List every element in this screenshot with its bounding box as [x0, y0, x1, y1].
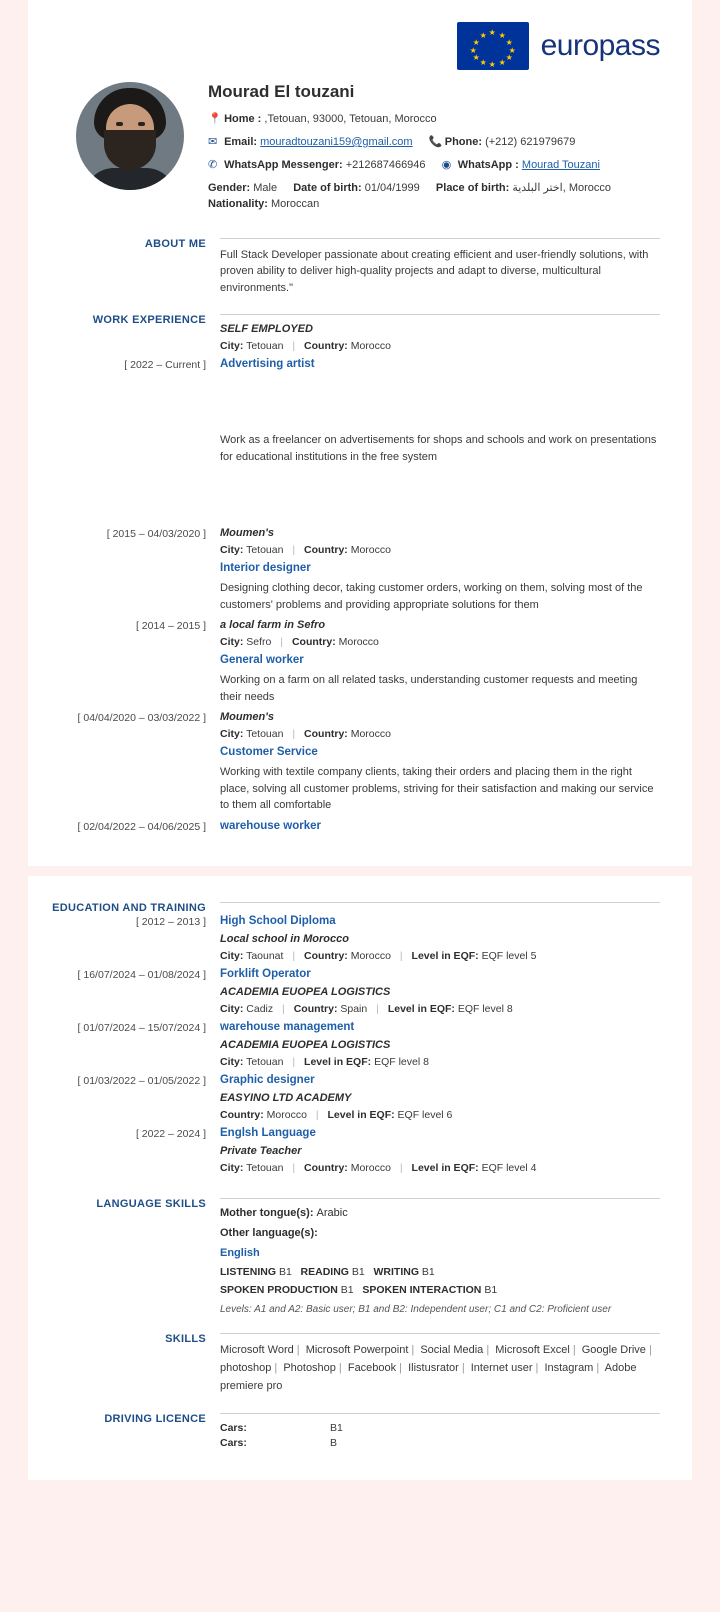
listening-value: B1: [278, 1266, 292, 1279]
country-value: Morocco: [350, 950, 391, 963]
about-text: Full Stack Developer passionate about creating efficient and user-friendly solutions, with proven ability to deliver high-quality projects and adapt to diverse, multicultural environments.": [220, 248, 649, 294]
phone-label: Phone:: [444, 135, 483, 148]
eqf-label: Level in EQF:: [387, 1003, 455, 1016]
work-meta: City: Tetouan | Country: Morocco: [220, 728, 391, 741]
reading-value: B1: [351, 1266, 365, 1279]
language-levels-note: Levels: A1 and A2: Basic user; B1 and B2: Independent user; C1 and C2: Proficient user: [220, 1304, 612, 1316]
education-meta: City: Tetouan | Country: Morocco | Level in EQF: EQF level 4: [220, 1162, 537, 1175]
education-org: Local school in Morocco: [220, 933, 349, 946]
city-value: Tetouan: [246, 1162, 284, 1175]
messenger-line: [208, 158, 660, 174]
mother-tongue-label: Mother tongue(s):: [220, 1207, 314, 1220]
education-title: Forklift Operator: [220, 968, 311, 981]
email-phone-line: [208, 135, 660, 151]
whatsapp-label: WhatsApp :: [457, 158, 519, 171]
pob-value: اختر البلدية, Morocco: [512, 181, 612, 194]
country-label: Country:: [291, 636, 336, 649]
work-org: Moumen's: [220, 711, 274, 724]
education-body: [220, 902, 660, 911]
work-row: [52, 711, 660, 820]
skill-item: Instagram: [544, 1362, 594, 1375]
education-org: Private Teacher: [220, 1145, 302, 1158]
europass-wordmark: europass: [540, 29, 660, 62]
work-row: [52, 619, 660, 711]
city-label: City:: [220, 1162, 244, 1175]
section-label-education: EDUCATION AND TRAINING: [52, 901, 206, 914]
education-date: [ 01/03/2022 – 01/05/2022 ]: [77, 1075, 206, 1088]
gender-label: Gender:: [208, 181, 251, 194]
work-meta: City: Tetouan | Country: Morocco: [220, 340, 391, 353]
messenger-label: WhatsApp Messenger:: [224, 158, 343, 171]
skill-item: Adobe premiere pro: [220, 1362, 637, 1392]
section-education: [52, 902, 660, 916]
home-value: ,Tetouan, 93000, Tetouan, Morocco: [264, 113, 437, 125]
work-role: Advertising artist: [220, 358, 315, 371]
licence-value: B: [330, 1437, 338, 1450]
section-label-skills: SKILLS: [165, 1333, 206, 1346]
mother-tongue-value: Arabic: [316, 1207, 348, 1220]
europass-logo: [52, 22, 660, 70]
phone-value: (+212) 621979679: [485, 135, 576, 148]
language-levels-row-2: [220, 1284, 660, 1296]
education-org: EASYINO LTD ACADEMY: [220, 1092, 352, 1105]
work-desc: Work as a freelancer on advertisements for shops and schools and work on presentations for educational institutions in the free system: [220, 434, 657, 463]
education-meta: City: Cadiz | Country: Spain | Level in EQF: EQF level 8: [220, 1003, 513, 1016]
section-label-languages: LANGUAGE SKILLS: [96, 1198, 206, 1211]
spoken-production-label: SPOKEN PRODUCTION: [220, 1284, 338, 1297]
work-org: Moumen's: [220, 527, 274, 540]
skill-item: Photoshop: [283, 1362, 336, 1375]
country-value: Morocco: [350, 340, 391, 353]
messenger-value: +212687466946: [345, 158, 426, 171]
skill-item: Google Drive: [581, 1344, 646, 1357]
eqf-label: Level in EQF:: [411, 1162, 479, 1175]
city-value: Tetouan: [246, 544, 284, 557]
country-value: Morocco: [350, 544, 391, 557]
section-driving-licence: [52, 1413, 660, 1452]
section-languages: [52, 1198, 660, 1315]
city-label: City:: [220, 1003, 244, 1016]
work-row: [52, 820, 660, 838]
eqf-value: EQF level 4: [481, 1162, 537, 1175]
listening-label: LISTENING: [220, 1266, 277, 1279]
work-org: SELF EMPLOYED: [220, 323, 313, 336]
skill-item: Ilistusrator: [408, 1362, 459, 1375]
avatar: [76, 82, 184, 190]
identity-block: [208, 78, 660, 220]
reading-label: READING: [300, 1266, 349, 1279]
work-date: [ 2022 – Current ]: [124, 359, 206, 372]
education-row: [52, 1074, 660, 1127]
writing-value: B1: [421, 1266, 435, 1279]
city-value: Cadiz: [246, 1003, 274, 1016]
work-meta: City: Sefro | Country: Morocco: [220, 636, 379, 649]
envelope-icon: ✉: [208, 135, 218, 148]
city-value: Tetouan: [246, 728, 284, 741]
education-meta: Country: Morocco | Level in EQF: EQF level 6: [220, 1109, 453, 1122]
whatsapp-icon: ✆: [208, 158, 218, 171]
dob-label: Date of birth:: [293, 181, 362, 194]
nationality-value: Moroccan: [270, 197, 320, 210]
country-label: Country:: [304, 544, 348, 557]
spoken-interaction-value: B1: [484, 1284, 498, 1297]
cv-sheet-2: [28, 876, 692, 1481]
work-row: [52, 358, 660, 527]
eqf-value: EQF level 8: [374, 1056, 429, 1069]
licence-key: Cars:: [220, 1437, 247, 1450]
country-value: Spain: [340, 1003, 368, 1016]
home-label: Home :: [224, 113, 262, 125]
work-org: a local farm in Sefro: [220, 619, 326, 632]
work-date: [ 02/04/2022 – 04/06/2025 ]: [77, 820, 206, 833]
work-desc: Working on a farm on all related tasks, understanding customer requests and meeting their needs: [220, 674, 638, 703]
spoken-interaction-label: SPOKEN INTERACTION: [362, 1284, 482, 1297]
gender-value: Male: [253, 181, 278, 194]
country-value: Morocco: [350, 728, 391, 741]
eqf-value: EQF level 5: [481, 950, 537, 963]
education-row: [52, 1021, 660, 1074]
eqf-label: Level in EQF:: [304, 1056, 372, 1069]
writing-label: WRITING: [373, 1266, 419, 1279]
header-block: [52, 78, 660, 220]
licence-value: B1: [330, 1422, 343, 1435]
work-date: [ 2014 – 2015 ]: [135, 620, 206, 633]
education-meta: City: Tetouan | Level in EQF: EQF level 8: [220, 1056, 429, 1069]
skill-item: photoshop: [220, 1362, 272, 1375]
country-label: Country:: [220, 1109, 264, 1122]
eqf-value: EQF level 6: [397, 1109, 453, 1122]
education-title: Englsh Language: [220, 1127, 316, 1140]
phone-icon: 📞: [428, 135, 443, 148]
about-body: [220, 238, 660, 297]
work-desc: Designing clothing decor, taking customer orders, working on them, solving most of the customers' problems and providing appropriate solutions for them: [220, 582, 643, 611]
licence-row: [220, 1422, 660, 1434]
education-row: [52, 968, 660, 1021]
skill-item: Facebook: [347, 1362, 397, 1375]
city-label: City:: [220, 340, 244, 353]
skill-item: Internet user: [470, 1362, 533, 1375]
home-line: [208, 112, 660, 128]
city-value: Taounat: [246, 950, 284, 963]
education-date: [ 2022 – 2024 ]: [135, 1128, 206, 1141]
work-role: Interior designer: [220, 562, 311, 575]
work-row: [52, 527, 660, 619]
language-name: English: [220, 1247, 260, 1260]
work-body: [220, 314, 660, 358]
city-label: City:: [220, 1056, 244, 1069]
education-org: ACADEMIA EUOPEA LOGISTICS: [220, 1039, 391, 1052]
eqf-label: Level in EQF:: [327, 1109, 395, 1122]
education-row: [52, 1127, 660, 1180]
email-label: Email:: [224, 135, 258, 148]
country-label: Country:: [293, 1003, 338, 1016]
dob-value: 01/04/1999: [364, 181, 420, 194]
city-value: Tetouan: [246, 340, 284, 353]
cv-sheet-1: [28, 0, 692, 866]
location-pin-icon: 📍: [208, 113, 222, 125]
city-value: Tetouan: [246, 1056, 284, 1069]
education-org: ACADEMIA EUOPEA LOGISTICS: [220, 986, 391, 999]
work-meta: City: Tetouan | Country: Morocco: [220, 544, 391, 557]
education-date: [ 01/07/2024 – 15/07/2024 ]: [77, 1022, 206, 1035]
other-languages-label: Other language(s):: [220, 1227, 318, 1240]
avatar-wrap: [52, 78, 208, 190]
section-label-about: ABOUT ME: [144, 237, 206, 250]
country-value: Morocco: [338, 636, 379, 649]
section-about: [52, 238, 660, 297]
country-label: Country:: [304, 950, 348, 963]
city-label: City:: [220, 544, 244, 557]
country-label: Country:: [304, 340, 348, 353]
education-date: [ 2012 – 2013 ]: [135, 916, 206, 929]
work-date: [ 2015 – 04/03/2020 ]: [106, 528, 206, 541]
city-label: City:: [220, 728, 244, 741]
work-item: [220, 323, 660, 352]
skills-list: Microsoft Word | Microsoft Powerpoint | Social Media | Microsoft Excel | Google Drive | photoshop | Photoshop | Facebook | Ilistusrator | Internet user | Instagram | Adobe premiere pro: [220, 1344, 652, 1392]
licence-key: Cars:: [220, 1422, 247, 1435]
nationality-label: Nationality:: [208, 197, 268, 210]
country-value: Morocco: [266, 1109, 307, 1122]
language-levels-row-1: [220, 1266, 660, 1278]
skill-item: Microsoft Excel: [495, 1344, 570, 1357]
personal-details-line: [208, 181, 660, 213]
person-icon: ◉: [441, 158, 452, 171]
mother-tongue-row: [220, 1207, 660, 1219]
eu-flag-icon: ★ ★ ★ ★ ★ ★ ★ ★ ★ ★ ★ ★: [457, 22, 529, 70]
spoken-production-value: B1: [340, 1284, 354, 1297]
education-title: warehouse management: [220, 1021, 355, 1034]
work-date: [ 04/04/2020 – 03/03/2022 ]: [77, 712, 206, 725]
section-skills: [52, 1333, 660, 1395]
skill-item: Social Media: [420, 1344, 484, 1357]
city-label: City:: [220, 950, 244, 963]
work-role: Customer Service: [220, 746, 318, 759]
whatsapp-link[interactable]: Mourad Touzani: [521, 158, 600, 171]
education-meta: City: Taounat | Country: Morocco | Level in EQF: EQF level 5: [220, 950, 537, 963]
section-work: [52, 314, 660, 358]
country-label: Country:: [304, 1162, 348, 1175]
work-role: General worker: [220, 654, 304, 667]
country-value: Morocco: [350, 1162, 391, 1175]
driving-body: [220, 1413, 660, 1452]
skill-item: Microsoft Word: [220, 1344, 294, 1357]
eqf-value: EQF level 8: [457, 1003, 513, 1016]
country-label: Country:: [304, 728, 348, 741]
work-role: warehouse worker: [220, 819, 321, 832]
skills-body: [220, 1333, 660, 1395]
education-title: Graphic designer: [220, 1074, 315, 1087]
education-row: [52, 915, 660, 968]
section-label-driving-licence: DRIVING LICENCE: [104, 1413, 206, 1426]
education-title: High School Diploma: [220, 915, 336, 928]
city-value: Sefro: [246, 636, 272, 649]
licence-row: [220, 1437, 660, 1449]
section-label-work: WORK EXPERIENCE: [92, 314, 206, 327]
email-link[interactable]: mouradtouzani159@gmail.com: [260, 135, 413, 148]
work-desc: Working with textile company clients, taking their orders and placing them in the right place, solving all customer problems, striving for their satisfaction and making our service to them all comfortable: [220, 766, 654, 812]
education-date: [ 16/07/2024 – 01/08/2024 ]: [77, 969, 206, 982]
pob-label: Place of birth:: [435, 181, 510, 194]
eqf-label: Level in EQF:: [411, 950, 479, 963]
skill-item: Microsoft Powerpoint: [305, 1344, 409, 1357]
languages-body: [220, 1198, 660, 1315]
page-title: Mourad El touzani: [208, 82, 355, 101]
city-label: City:: [220, 636, 244, 649]
